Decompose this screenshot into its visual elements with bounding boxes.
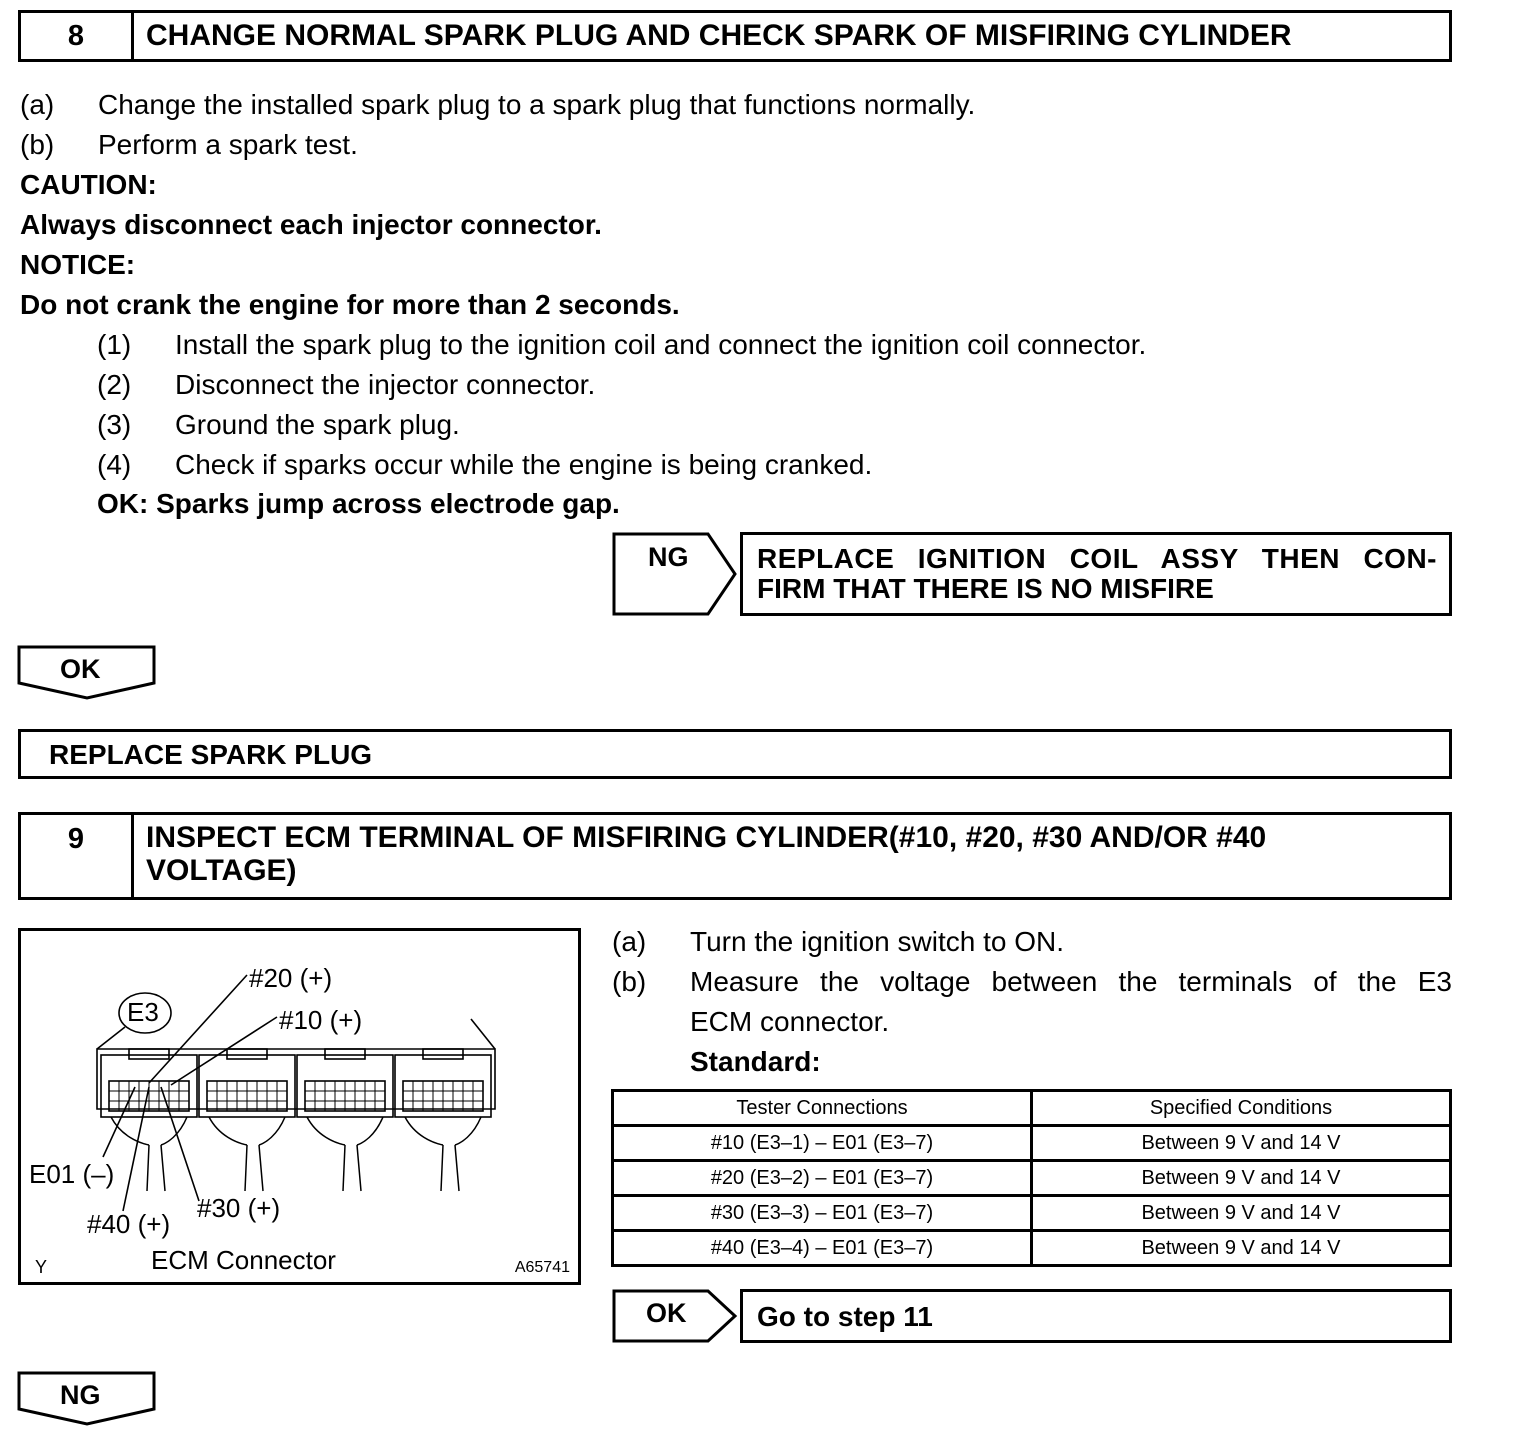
- go-to-step-11-text: Go to step 11: [757, 1301, 933, 1332]
- step-9-item-b-cont: ECM connector.: [690, 1006, 890, 1037]
- figure-caption: ECM Connector: [151, 1245, 336, 1275]
- substep-label: (4): [97, 449, 132, 480]
- item-label: (a): [612, 926, 647, 957]
- step-8-number: 8: [21, 13, 134, 59]
- spec-table: [611, 1089, 1452, 1267]
- replace-spark-plug-box: [18, 729, 1452, 779]
- table-header: Tester Connections: [613, 1091, 1032, 1126]
- step-8-header: [18, 10, 1452, 62]
- ok-label-step9: OK: [646, 1298, 687, 1328]
- terminal-10-label: #10 (+): [279, 1005, 363, 1035]
- item-text: Perform a spark test.: [98, 129, 358, 160]
- substep-label: (2): [97, 369, 132, 400]
- terminal-e01-label: E01 (–): [29, 1159, 115, 1189]
- step-9-header: [18, 812, 1452, 900]
- terminal-20-label: #20 (+): [249, 963, 333, 993]
- terminal-30-label: #30 (+): [197, 1193, 281, 1223]
- step-9-title-line1: INSPECT ECM TERMINAL OF MISFIRING CYLINDER(#10, #20, #30 AND/OR #40: [146, 821, 1267, 854]
- table-row: [613, 1161, 1451, 1196]
- notice-text: Do not crank the engine for more than 2 seconds.: [20, 289, 680, 320]
- go-to-step-11-box: [740, 1289, 1452, 1343]
- ng-result-box: [740, 532, 1452, 616]
- notice-label: NOTICE:: [20, 249, 136, 280]
- item-label: (a): [20, 89, 55, 120]
- caution-label: CAUTION:: [20, 169, 157, 200]
- item-text-line1: Measure the voltage between the terminals of the E3: [690, 966, 1452, 997]
- table-cell: Between 9 V and 14 V: [1032, 1126, 1451, 1161]
- standard-label: Standard:: [690, 1046, 821, 1077]
- table-header-row: [613, 1091, 1451, 1126]
- item-label: (b): [612, 966, 647, 997]
- substep-text: Check if sparks occur while the engine is being cranked.: [175, 449, 873, 480]
- substep-label: (3): [97, 409, 132, 440]
- ng-result-line1: REPLACE IGNITION COIL ASSY THEN CON-: [757, 543, 1437, 574]
- step-9-title-line2: VOLTAGE): [146, 854, 297, 887]
- substep-text: Disconnect the injector connector.: [175, 369, 596, 400]
- ng-label-step9: NG: [60, 1380, 101, 1410]
- connector-e3-label: E3: [127, 997, 159, 1027]
- table-row: [613, 1231, 1451, 1266]
- table-row: [613, 1196, 1451, 1231]
- ecm-connector-figure: [18, 928, 581, 1285]
- item-text: Change the installed spark plug to a spark plug that functions normally.: [98, 89, 976, 120]
- figure-corner-y: Y: [35, 1257, 48, 1277]
- table-cell: Between 9 V and 14 V: [1032, 1231, 1451, 1266]
- table-cell: #40 (E3–4) – E01 (E3–7): [613, 1231, 1032, 1266]
- item-label: (b): [20, 129, 55, 160]
- table-header: Specified Conditions: [1032, 1091, 1451, 1126]
- ng-label: NG: [648, 542, 689, 572]
- table-cell: #30 (E3–3) – E01 (E3–7): [613, 1196, 1032, 1231]
- substep-text: Install the spark plug to the ignition coil and connect the ignition coil connector.: [175, 329, 1147, 360]
- terminal-40-label: #40 (+): [87, 1209, 171, 1239]
- substep-label: (1): [97, 329, 132, 360]
- figure-id: A65741: [514, 1259, 570, 1276]
- table-cell: #20 (E3–2) – E01 (E3–7): [613, 1161, 1032, 1196]
- table-cell: Between 9 V and 14 V: [1032, 1161, 1451, 1196]
- ng-result-line2: FIRM THAT THERE IS NO MISFIRE: [757, 573, 1214, 604]
- table-cell: Between 9 V and 14 V: [1032, 1196, 1451, 1231]
- item-text: Turn the ignition switch to ON.: [690, 926, 1065, 957]
- substep-text: Ground the spark plug.: [175, 409, 460, 440]
- replace-spark-plug-text: REPLACE SPARK PLUG: [49, 739, 373, 770]
- caution-text: Always disconnect each injector connector.: [20, 209, 602, 240]
- table-cell: #10 (E3–1) – E01 (E3–7): [613, 1126, 1032, 1161]
- ok-criterion: OK: Sparks jump across electrode gap.: [97, 488, 620, 519]
- step-8-title: CHANGE NORMAL SPARK PLUG AND CHECK SPARK OF MISFIRING CYLINDER: [146, 19, 1292, 52]
- table-row: [613, 1126, 1451, 1161]
- ok-label: OK: [60, 654, 101, 684]
- step-9-number: 9: [21, 815, 134, 897]
